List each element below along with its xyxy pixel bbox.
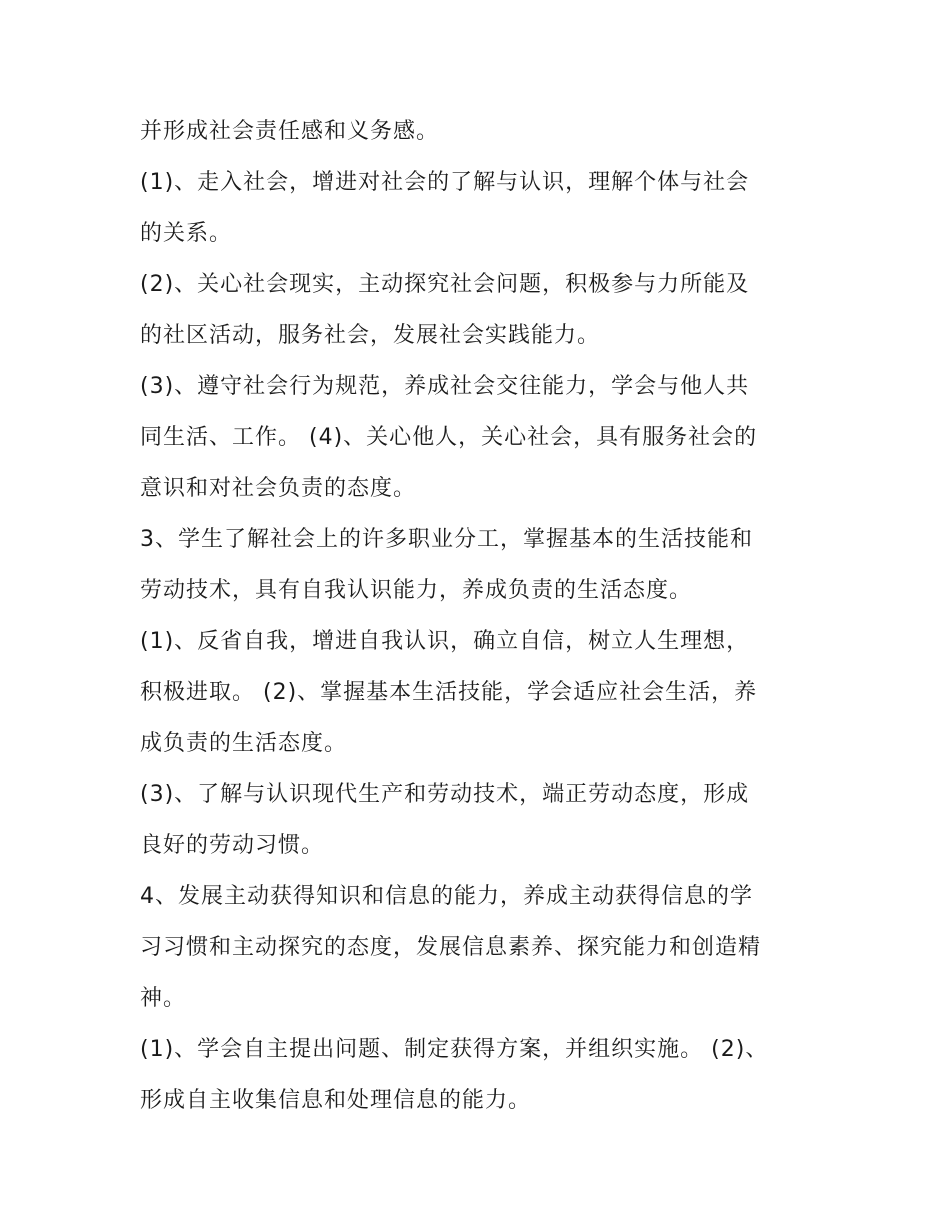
text-line: (3)、了解与认识现代生产和劳动技术，端正劳动态度，形成 [140,782,750,807]
text-line: 并形成社会责任感和义务感。 [140,119,440,144]
document-body [140,106,820,1126]
text-line: 劳动技术，具有自我认识能力，养成负责的生活态度。 [140,578,693,603]
text-line: 4、发展主动获得知识和信息的能力，养成主动获得信息的学 [140,884,753,909]
text-line: (2)、关心社会现实，主动探究社会问题，积极参与力所能及 [140,272,750,297]
text-line: 形成自主收集信息和处理信息的能力。 [140,1088,532,1113]
text-line: 成负责的生活态度。 [140,731,348,756]
text-line: (1)、走入社会，增进对社会的了解与认识，理解个体与社会 [140,170,750,195]
text-line: 习习惯和主动探究的态度，发展信息素养、探究能力和创造精 [140,935,762,960]
text-line: 同生活、工作。 (4)、关心他人，关心社会，具有服务社会的 [140,425,758,450]
text-line: 的社区活动，服务社会，发展社会实践能力。 [140,323,601,348]
text-line: 意识和对社会负责的态度。 [140,476,417,501]
text-line: 积极进取。 (2)、掌握基本生活技能，学会适应社会生活，养 [140,680,758,705]
text-line: 的关系。 [140,221,233,246]
text-line: (1)、学会自主提出问题、制定获得方案，并组织实施。 (2)、 [140,1037,769,1062]
text-line: 神。 [140,986,187,1011]
text-line: 3、学生了解社会上的许多职业分工，掌握基本的生活技能和 [140,527,753,552]
text-line: (1)、反省自我，增进自我认识，确立自信，树立人生理想， [140,629,750,654]
text-line: (3)、遵守社会行为规范，养成社会交往能力，学会与他人共 [140,374,750,399]
text-line: 良好的劳动习惯。 [140,833,325,858]
